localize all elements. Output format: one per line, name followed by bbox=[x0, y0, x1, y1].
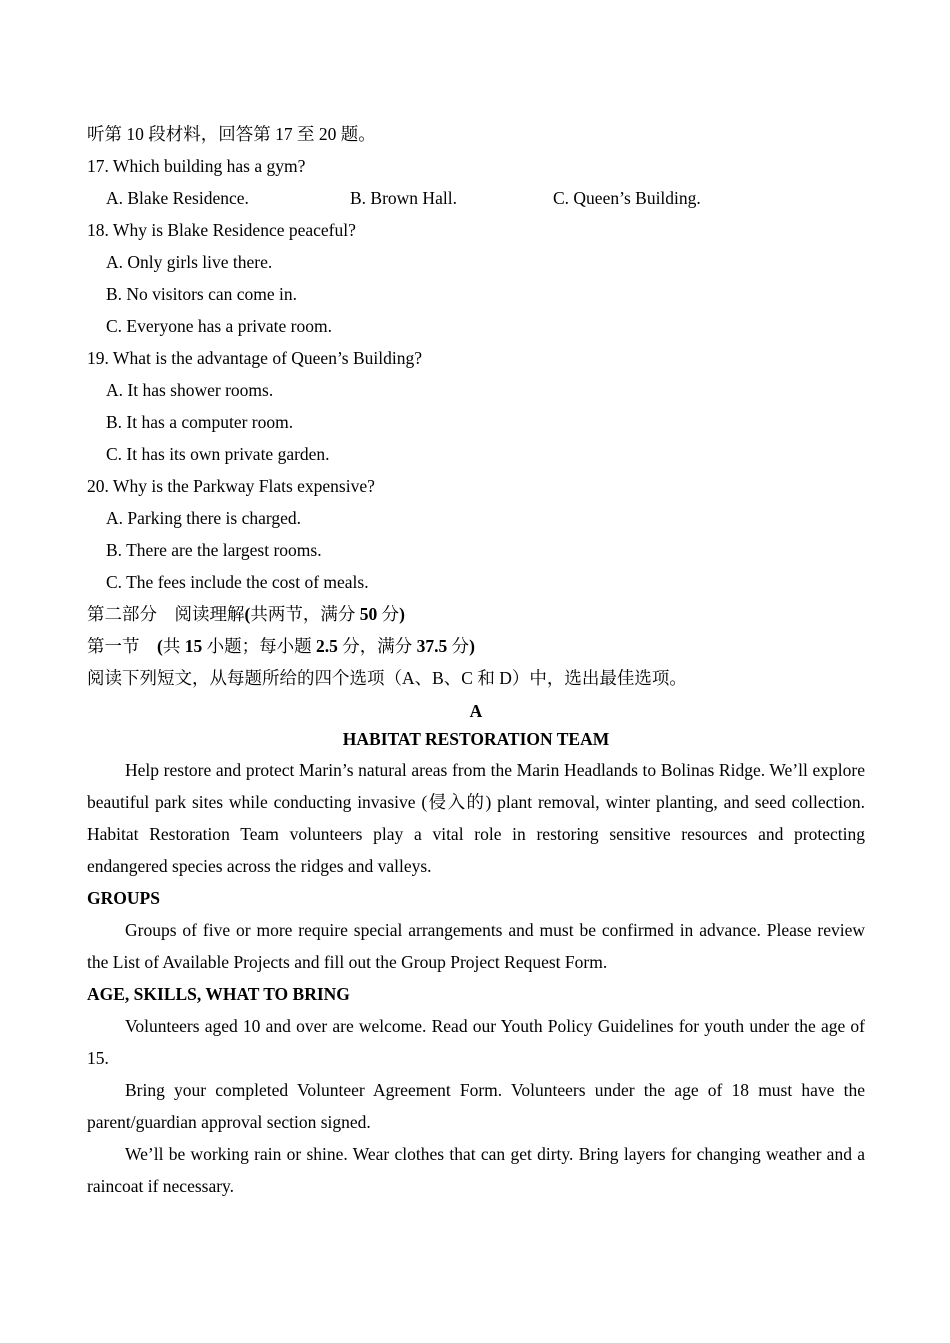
q20-option-a: A. Parking there is charged. bbox=[106, 508, 302, 528]
question-20-stem: 20. Why is the Parkway Flats expensive? bbox=[87, 476, 375, 496]
reading-part-heading: 第二部分 阅读理解(共两节，满分 50 分) bbox=[87, 604, 405, 624]
listening-section-intro: 听第 10 段材料，回答第 17 至 20 题。 bbox=[87, 124, 376, 144]
age-paragraph-2: Bring your completed Volunteer Agreement Form. Volunteers under the age of 18 must have the parent/guardian approval section signed. bbox=[87, 1080, 865, 1132]
question-17-stem: 17. Which building has a gym? bbox=[87, 156, 306, 176]
q19-option-a: A. It has shower rooms. bbox=[106, 380, 274, 400]
passage-title: HABITAT RESTORATION TEAM bbox=[342, 729, 610, 749]
q17-option-c: C. Queen’s Building. bbox=[553, 188, 701, 208]
question-19-stem: 19. What is the advantage of Queen’s Building? bbox=[87, 348, 423, 368]
q17-option-b: B. Brown Hall. bbox=[350, 188, 457, 208]
q18-option-a: A. Only girls live there. bbox=[106, 252, 273, 272]
q19-option-b: B. It has a computer room. bbox=[106, 412, 294, 432]
reading-section-heading: 第一节 (共 15 小题；每小题 2.5 分，满分 37.5 分) bbox=[87, 636, 475, 656]
q19-option-c: C. It has its own private garden. bbox=[106, 444, 330, 464]
passage-letter: A bbox=[469, 701, 483, 721]
q20-option-b: B. There are the largest rooms. bbox=[106, 540, 322, 560]
question-18-stem: 18. Why is Blake Residence peaceful? bbox=[87, 220, 356, 240]
age-paragraph-1: Volunteers aged 10 and over are welcome. Read our Youth Policy Guidelines for youth under the age of 15. bbox=[87, 1016, 865, 1068]
q18-option-b: B. No visitors can come in. bbox=[106, 284, 298, 304]
exam-page bbox=[87, 118, 865, 1202]
q17-option-a: A. Blake Residence. bbox=[106, 188, 249, 208]
q20-option-c: C. The fees include the cost of meals. bbox=[106, 572, 369, 592]
passage-intro-paragraph: Help restore and protect Marin’s natural areas from the Marin Headlands to Bolinas Ridge. We’ll explore beautiful park sites while conducting invasive (侵入的) plant removal, winter planting, and seed collection. Habitat Restoration Team volunteers play a vital role in restoring sensitive resources and protecting endangered species across the ridges and valleys. bbox=[87, 760, 865, 876]
age-skills-heading: AGE, SKILLS, WHAT TO BRING bbox=[87, 984, 350, 1004]
age-paragraph-3: We’ll be working rain or shine. Wear clothes that can get dirty. Bring layers for changing weather and a raincoat if necessary. bbox=[87, 1144, 865, 1196]
groups-heading: GROUPS bbox=[87, 888, 160, 908]
question-17-options bbox=[87, 182, 865, 214]
groups-paragraph: Groups of five or more require special arrangements and must be confirmed in advance. Please review the List of Available Projects and fill out the Group Project Request Form. bbox=[87, 920, 865, 972]
q18-option-c: C. Everyone has a private room. bbox=[106, 316, 332, 336]
reading-instruction: 阅读下列短文，从每题所给的四个选项（A、B、C 和 D）中，选出最佳选项。 bbox=[87, 668, 687, 688]
